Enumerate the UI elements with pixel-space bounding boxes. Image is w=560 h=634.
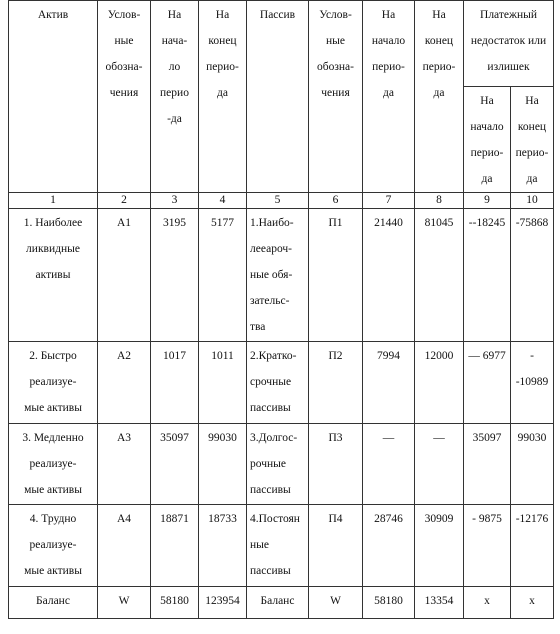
total-passiv-start: 58180	[363, 587, 415, 619]
total-passiv-code: W	[309, 587, 363, 619]
total-aktiv-code: W	[98, 587, 151, 619]
gap-end: -12176	[511, 505, 554, 587]
gap-start: 35097	[464, 424, 511, 505]
gap-start: — 6977	[464, 342, 511, 424]
passiv-code: П1	[309, 209, 363, 342]
total-aktiv-start: 58180	[151, 587, 199, 619]
col-number: 8	[415, 193, 464, 209]
col-number: 7	[363, 193, 415, 209]
header-passiv-code: Услов- ные обозна- чения	[309, 1, 363, 193]
passiv-code: П2	[309, 342, 363, 424]
total-passiv-end: 13354	[415, 587, 464, 619]
passiv-name: 4.Постоян ные пассивы	[247, 505, 309, 587]
table-row	[9, 209, 554, 342]
gap-start: - 9875	[464, 505, 511, 587]
table-row	[9, 342, 554, 424]
liquidity-balance-table	[8, 0, 554, 619]
passiv-start: 7994	[363, 342, 415, 424]
aktiv-start: 1017	[151, 342, 199, 424]
aktiv-code: А2	[98, 342, 151, 424]
gap-end: --10989	[511, 342, 554, 424]
aktiv-end: 1011	[199, 342, 247, 424]
aktiv-start: 3195	[151, 209, 199, 342]
header-passiv-end: На конец перио- да	[415, 1, 464, 193]
col-number: 6	[309, 193, 363, 209]
aktiv-end: 5177	[199, 209, 247, 342]
aktiv-end: 18733	[199, 505, 247, 587]
passiv-code: П4	[309, 505, 363, 587]
aktiv-code: А4	[98, 505, 151, 587]
col-number: 9	[464, 193, 511, 209]
col-number: 3	[151, 193, 199, 209]
passiv-name: 1.Наибо- лееароч- ные обя- зательс- тва	[247, 209, 309, 342]
col-number: 4	[199, 193, 247, 209]
col-number: 2	[98, 193, 151, 209]
table-row	[9, 424, 554, 505]
passiv-end: —	[415, 424, 464, 505]
aktiv-end: 99030	[199, 424, 247, 505]
total-aktiv-end: 123954	[199, 587, 247, 619]
column-number-row	[9, 193, 554, 209]
passiv-code: П3	[309, 424, 363, 505]
header-passiv: Пассив	[247, 1, 309, 193]
col-number: 5	[247, 193, 309, 209]
gap-end: -75868	[511, 209, 554, 342]
aktiv-start: 18871	[151, 505, 199, 587]
header-gap-end: На конец перио- да	[511, 87, 554, 193]
aktiv-name: 2. Быстро реализуе- мые активы	[9, 342, 98, 424]
header-aktiv-start: На нача- ло перио -да	[151, 1, 199, 193]
aktiv-name: 1. Наиболее ликвидные активы	[9, 209, 98, 342]
header-aktiv: Актив	[9, 1, 98, 193]
aktiv-name: 3. Медленно реализуе- мые активы	[9, 424, 98, 505]
total-gap-end: х	[511, 587, 554, 619]
passiv-end: 30909	[415, 505, 464, 587]
header-aktiv-end: На конец перио- да	[199, 1, 247, 193]
passiv-name: 3.Долгос- рочные пассивы	[247, 424, 309, 505]
total-passiv-label: Баланс	[247, 587, 309, 619]
header-row	[9, 1, 554, 87]
passiv-start: —	[363, 424, 415, 505]
total-aktiv-label: Баланс	[9, 587, 98, 619]
passiv-end: 12000	[415, 342, 464, 424]
passiv-start: 21440	[363, 209, 415, 342]
aktiv-code: А1	[98, 209, 151, 342]
total-row	[9, 587, 554, 619]
aktiv-code: А3	[98, 424, 151, 505]
col-number: 10	[511, 193, 554, 209]
header-passiv-start: На начало перио- да	[363, 1, 415, 193]
balance-sheet-page	[8, 0, 553, 630]
header-gap-start: На начало перио- да	[464, 87, 511, 193]
gap-end: 99030	[511, 424, 554, 505]
col-number: 1	[9, 193, 98, 209]
aktiv-start: 35097	[151, 424, 199, 505]
header-payment-gap: Платежный недостаток или излишек	[464, 1, 554, 87]
passiv-start: 28746	[363, 505, 415, 587]
total-gap-start: х	[464, 587, 511, 619]
table-row	[9, 505, 554, 587]
aktiv-name: 4. Трудно реализуе- мые активы	[9, 505, 98, 587]
header-aktiv-code: Услов- ные обозна- чения	[98, 1, 151, 193]
gap-start: --18245	[464, 209, 511, 342]
passiv-name: 2.Кратко- срочные пассивы	[247, 342, 309, 424]
passiv-end: 81045	[415, 209, 464, 342]
